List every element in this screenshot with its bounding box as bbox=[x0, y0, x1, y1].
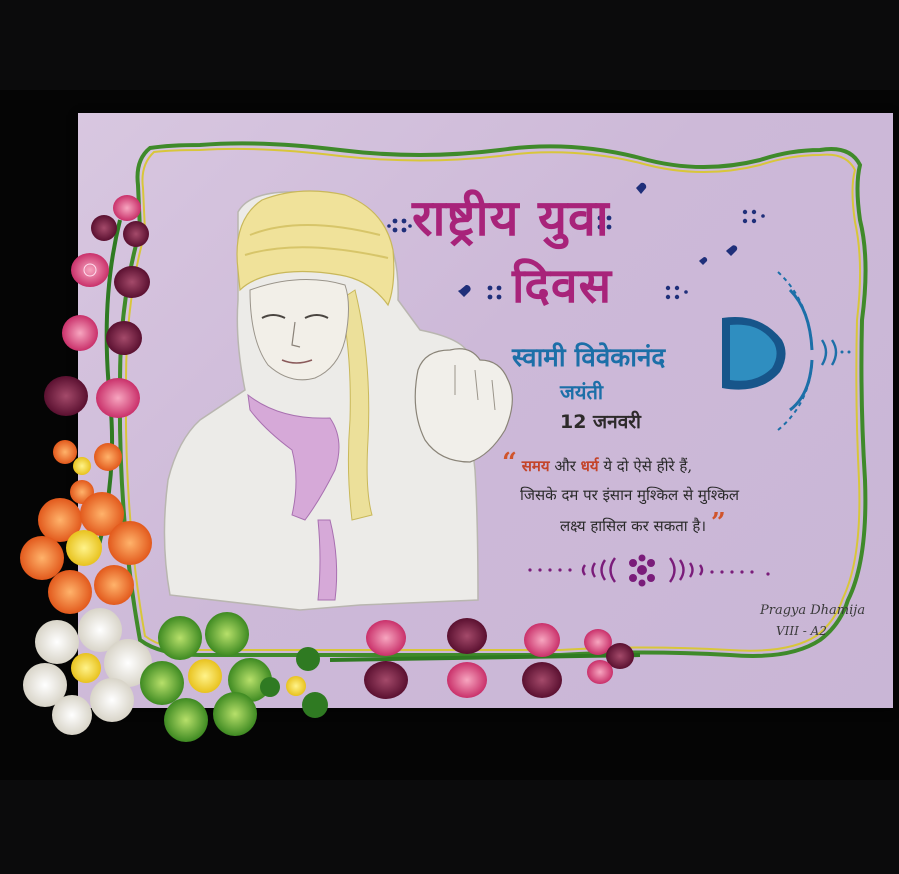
quilled-vine-bottom bbox=[330, 618, 640, 699]
eye-motif bbox=[722, 272, 851, 430]
quote-word-dhairya: धर्य bbox=[580, 457, 599, 475]
signature-name: Pragya Dhamija bbox=[760, 603, 866, 618]
vivekananda-portrait bbox=[164, 191, 512, 610]
quote-line-1 bbox=[502, 450, 692, 479]
quote-line-1-rest: ये दो ऐसे हीरे हैं, bbox=[603, 457, 693, 475]
quote-word-and: और bbox=[554, 457, 576, 475]
date-label: 12 जनवरी bbox=[560, 411, 641, 433]
quote-line-3 bbox=[560, 510, 726, 539]
quilled-white-flower bbox=[23, 608, 152, 735]
ornamental-divider bbox=[528, 555, 769, 587]
signature-class: VIII - A2 bbox=[776, 624, 827, 638]
quote-open-mark: “ bbox=[502, 448, 517, 478]
title-line-1: राष्ट्रीय युवा bbox=[412, 189, 610, 247]
subtitle-name: स्वामी विवेकानंद bbox=[512, 343, 666, 373]
quote-line-3-text: लक्ष्य हासिल कर सकता है। bbox=[560, 517, 707, 535]
quote-word-samay: समय bbox=[521, 457, 550, 475]
quilled-orange-flower bbox=[20, 440, 152, 614]
quote-line-2: जिसके दम पर इंसान मुश्किल से मुश्किल bbox=[520, 486, 740, 504]
quote-close-mark: ” bbox=[710, 508, 726, 538]
title-line-2: दिवस bbox=[512, 258, 613, 314]
quilled-green-flower bbox=[140, 612, 328, 742]
subtitle-jayanti: जयंती bbox=[560, 380, 604, 404]
